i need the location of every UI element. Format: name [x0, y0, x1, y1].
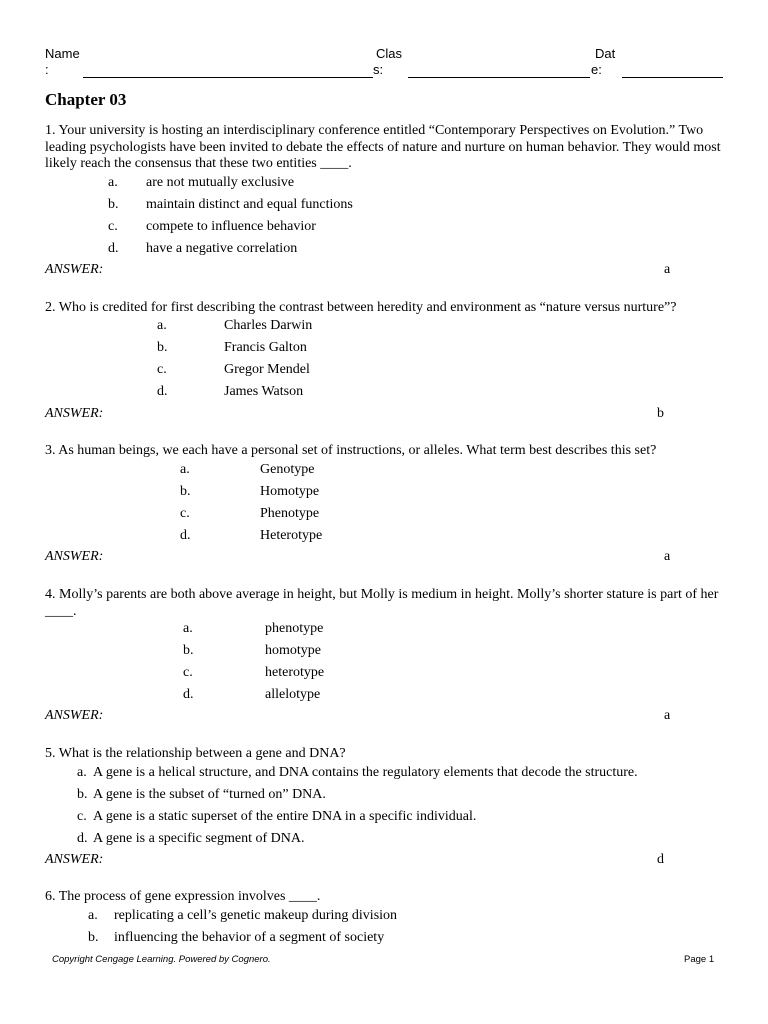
q1-option-d-letter: d.	[108, 241, 119, 256]
question-5-stem: 5. What is the relationship between a gene and DNA?	[45, 746, 346, 761]
q4-option-b-letter: b.	[183, 643, 194, 658]
q4-option-c-text: heterotype	[265, 665, 325, 680]
q5-option-c-letter: c.	[77, 809, 87, 824]
q5-option-b-letter: b.	[77, 787, 88, 802]
footer-page-number: Page 1	[684, 954, 715, 965]
q2-answer-label: ANSWER:	[45, 406, 104, 421]
q2-option-b-letter: b.	[157, 340, 168, 355]
q1-answer-value: a	[664, 262, 671, 277]
q5-option-d-letter: d.	[77, 831, 88, 846]
q6-option-a-letter: a.	[88, 908, 98, 923]
q4-option-c-letter: c.	[183, 665, 193, 680]
name-label: Name	[45, 46, 80, 61]
q3-option-a-letter: a.	[180, 462, 190, 477]
q2-option-d-letter: d.	[157, 384, 168, 399]
q2-option-d-text: James Watson	[224, 384, 304, 399]
q3-option-d-text: Heterotype	[260, 528, 323, 543]
class-label: Clas	[376, 46, 403, 61]
q5-option-a-text: A gene is a helical structure, and DNA contains the regulatory elements that decode the structure.	[93, 765, 638, 780]
q1-option-a-letter: a.	[108, 175, 118, 190]
q4-answer-label: ANSWER:	[45, 708, 104, 723]
q6-option-a-text: replicating a cell’s genetic makeup during division	[114, 908, 398, 923]
question-6-stem: 6. The process of gene expression involves ____.	[45, 889, 321, 904]
class-field-line[interactable]	[408, 77, 590, 78]
q4-option-d-letter: d.	[183, 687, 194, 702]
q1-option-d-text: have a negative correlation	[146, 241, 298, 256]
q4-option-a-text: phenotype	[265, 621, 324, 636]
footer-copyright: Copyright Cengage Learning. Powered by Cognero.	[52, 954, 271, 965]
q1-option-c-text: compete to influence behavior	[146, 219, 316, 234]
q2-answer-value: b	[657, 406, 664, 421]
q2-option-c-text: Gregor Mendel	[224, 362, 310, 377]
q6-option-b-text: influencing the behavior of a segment of society	[114, 930, 385, 945]
q2-option-b-text: Francis Galton	[224, 340, 307, 355]
date-colon: e:	[591, 62, 602, 77]
q5-option-c-text: A gene is a static superset of the entire DNA in a specific individual.	[93, 809, 477, 824]
q3-option-d-letter: d.	[180, 528, 191, 543]
date-field-line[interactable]	[622, 77, 723, 78]
class-colon: s:	[373, 62, 384, 77]
q5-option-d-text: A gene is a specific segment of DNA.	[93, 831, 305, 846]
q3-option-b-letter: b.	[180, 484, 191, 499]
q1-option-b-text: maintain distinct and equal functions	[146, 197, 353, 212]
q5-answer-value: d	[657, 852, 664, 867]
question-2-stem: 2. Who is credited for first describing the contrast between heredity and environment as “nature versus nurture”?	[45, 300, 677, 315]
q6-option-b-letter: b.	[88, 930, 99, 945]
q1-answer-label: ANSWER:	[45, 262, 104, 277]
q5-option-a-letter: a.	[77, 765, 87, 780]
name-field-line[interactable]	[83, 77, 373, 78]
q3-option-c-text: Phenotype	[260, 506, 320, 521]
question-4-stem: 4. Molly’s parents are both above average in height, but Molly is medium in height. Molly’s shorter stature is part of her ____.	[45, 587, 719, 619]
q4-option-b-text: homotype	[265, 643, 321, 658]
q4-option-d-text: allelotype	[265, 687, 321, 702]
q2-option-c-letter: c.	[157, 362, 167, 377]
q3-option-b-text: Homotype	[260, 484, 320, 499]
q2-option-a-text: Charles Darwin	[224, 318, 313, 333]
name-colon: :	[45, 62, 49, 77]
q5-answer-label: ANSWER:	[45, 852, 104, 867]
q3-answer-label: ANSWER:	[45, 549, 104, 564]
q5-option-b-text: A gene is the subset of “turned on” DNA.	[93, 787, 326, 802]
question-3-stem: 3. As human beings, we each have a personal set of instructions, or alleles. What term best describes this set?	[45, 443, 657, 458]
q4-answer-value: a	[664, 708, 671, 723]
q1-option-a-text: are not mutually exclusive	[146, 175, 295, 190]
question-1-stem: 1. Your university is hosting an interdisciplinary conference entitled “Contemporary Perspectives on Evolution.” Two leading psychologists have been invited to debate the effects of nature and nurture on human behavior. They would most likely reach the consensus that these two entities ____.	[45, 123, 721, 171]
chapter-title: Chapter 03	[45, 90, 127, 109]
q4-option-a-letter: a.	[183, 621, 193, 636]
q3-option-c-letter: c.	[180, 506, 190, 521]
date-label: Dat	[595, 46, 616, 61]
q1-option-c-letter: c.	[108, 219, 118, 234]
q3-option-a-text: Genotype	[260, 462, 315, 477]
q1-option-b-letter: b.	[108, 197, 119, 212]
q2-option-a-letter: a.	[157, 318, 167, 333]
q3-answer-value: a	[664, 549, 671, 564]
